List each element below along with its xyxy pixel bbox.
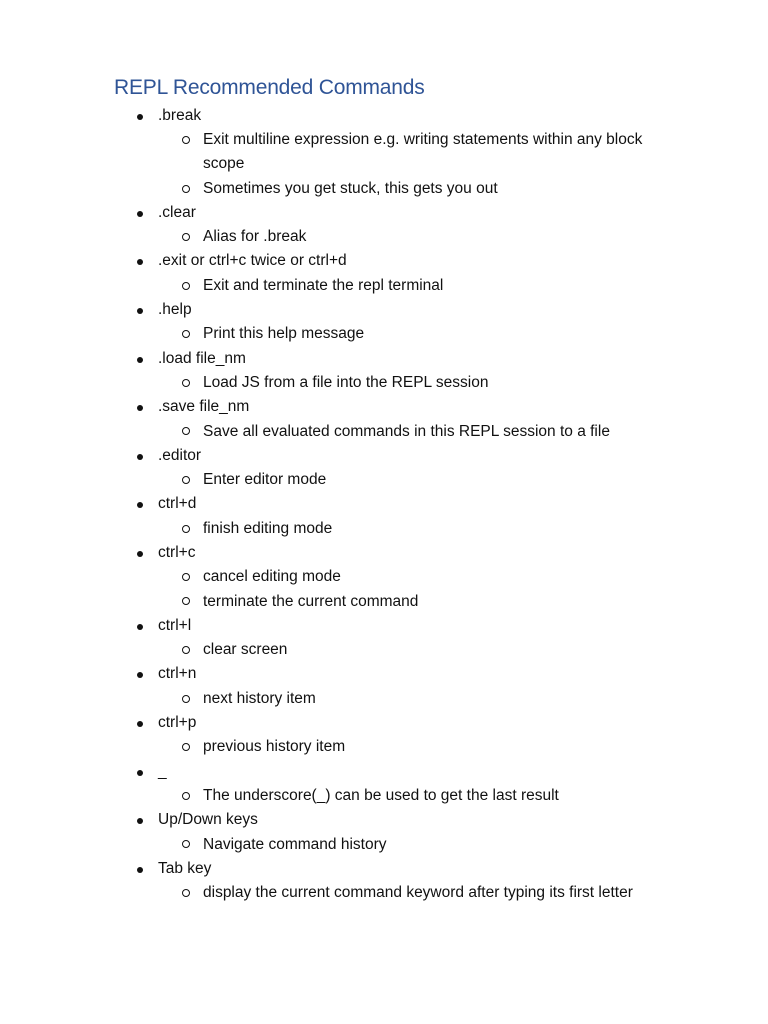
circle-bullet-icon xyxy=(182,597,190,605)
command-label: .clear xyxy=(158,203,196,221)
command-row xyxy=(0,347,768,371)
command-row xyxy=(0,808,768,832)
circle-bullet-icon xyxy=(182,889,190,897)
list-item xyxy=(0,760,768,809)
command-label: ctrl+p xyxy=(158,713,197,731)
sub-item xyxy=(0,177,768,201)
list-item xyxy=(0,201,768,250)
list-item xyxy=(0,395,768,444)
bullet-icon xyxy=(137,721,143,727)
bullet-icon xyxy=(137,624,143,630)
circle-bullet-icon xyxy=(182,743,190,751)
sub-item xyxy=(0,565,768,589)
sub-item xyxy=(0,128,768,176)
circle-bullet-icon xyxy=(182,330,190,338)
sub-item-text: finish editing mode xyxy=(203,519,333,537)
sub-item-text: The underscore(_) can be used to get the last result xyxy=(203,786,559,804)
list-item xyxy=(0,662,768,711)
sub-item xyxy=(0,687,768,711)
sub-item-text: clear screen xyxy=(203,641,288,659)
command-label: .exit or ctrl+c twice or ctrl+d xyxy=(158,252,347,270)
list-item xyxy=(0,249,768,298)
bullet-icon xyxy=(137,867,143,873)
circle-bullet-icon xyxy=(182,525,190,533)
command-label: ctrl+l xyxy=(158,616,192,634)
command-label: ctrl+n xyxy=(158,665,197,683)
command-row xyxy=(0,711,768,735)
command-row xyxy=(0,249,768,273)
command-row xyxy=(0,857,768,881)
sub-item-text: Navigate command history xyxy=(203,835,387,853)
bullet-icon xyxy=(137,259,143,265)
command-list xyxy=(0,104,768,905)
sub-item xyxy=(0,589,768,613)
circle-bullet-icon xyxy=(182,476,190,484)
command-label: .save file_nm xyxy=(158,398,250,416)
command-label: ctrl+d xyxy=(158,495,197,513)
list-item xyxy=(0,614,768,663)
command-label: Up/Down keys xyxy=(158,811,258,829)
bullet-icon xyxy=(137,454,143,460)
command-row xyxy=(0,614,768,638)
sub-item-text: Exit multiline expression e.g. writing statements within any block scope xyxy=(203,131,643,173)
list-item xyxy=(0,541,768,614)
sub-item-text: Alias for .break xyxy=(203,228,307,246)
circle-bullet-icon xyxy=(182,573,190,581)
list-item xyxy=(0,347,768,396)
sub-item-text: Exit and terminate the repl terminal xyxy=(203,276,444,294)
sub-item-text: previous history item xyxy=(203,738,346,756)
circle-bullet-icon xyxy=(182,840,190,848)
page-title: REPL Recommended Commands xyxy=(114,76,425,99)
bullet-icon xyxy=(137,770,143,776)
list-item xyxy=(0,808,768,857)
command-row xyxy=(0,298,768,322)
command-label: Tab key xyxy=(158,859,212,877)
sub-item xyxy=(0,371,768,395)
bullet-icon xyxy=(137,114,143,120)
sub-item xyxy=(0,225,768,249)
circle-bullet-icon xyxy=(182,379,190,387)
bullet-icon xyxy=(137,405,143,411)
bullet-icon xyxy=(137,551,143,557)
command-row xyxy=(0,492,768,516)
circle-bullet-icon xyxy=(182,792,190,800)
command-row xyxy=(0,395,768,419)
circle-bullet-icon xyxy=(182,136,190,144)
circle-bullet-icon xyxy=(182,646,190,654)
sub-item-text: terminate the current command xyxy=(203,592,419,610)
sub-item-text: Enter editor mode xyxy=(203,471,327,489)
sub-item-text: next history item xyxy=(203,689,316,707)
circle-bullet-icon xyxy=(182,282,190,290)
list-item xyxy=(0,104,768,201)
sub-item-text: Save all evaluated commands in this REPL session to a file xyxy=(203,422,610,440)
bullet-icon xyxy=(137,308,143,314)
list-item xyxy=(0,857,768,906)
circle-bullet-icon xyxy=(182,233,190,241)
list-item xyxy=(0,444,768,493)
circle-bullet-icon xyxy=(182,695,190,703)
sub-item xyxy=(0,322,768,346)
command-label: .editor xyxy=(158,446,202,464)
sub-item-text: display the current command keyword after typing its first letter xyxy=(203,884,633,902)
bullet-icon xyxy=(137,211,143,217)
command-row xyxy=(0,444,768,468)
command-row xyxy=(0,201,768,225)
sub-item xyxy=(0,881,768,905)
command-label: ctrl+c xyxy=(158,543,196,561)
sub-item xyxy=(0,784,768,808)
sub-item-text: Load JS from a file into the REPL session xyxy=(203,374,489,392)
bullet-icon xyxy=(137,357,143,363)
bullet-icon xyxy=(137,502,143,508)
sub-item-text: Sometimes you get stuck, this gets you out xyxy=(203,179,498,197)
command-row xyxy=(0,104,768,128)
list-item xyxy=(0,298,768,347)
sub-item xyxy=(0,832,768,856)
sub-item xyxy=(0,638,768,662)
command-label: _ xyxy=(158,762,167,780)
sub-item xyxy=(0,419,768,443)
command-row xyxy=(0,760,768,784)
sub-item xyxy=(0,274,768,298)
sub-item xyxy=(0,468,768,492)
list-item xyxy=(0,492,768,541)
circle-bullet-icon xyxy=(182,427,190,435)
sub-item-text: Print this help message xyxy=(203,325,365,343)
sub-item xyxy=(0,517,768,541)
command-label: .help xyxy=(158,301,192,319)
command-label: .break xyxy=(158,107,202,124)
sub-item-text: cancel editing mode xyxy=(203,568,341,586)
bullet-icon xyxy=(137,818,143,824)
list-item xyxy=(0,711,768,760)
command-label: .load file_nm xyxy=(158,349,246,367)
sub-item xyxy=(0,735,768,759)
circle-bullet-icon xyxy=(182,185,190,193)
bullet-icon xyxy=(137,672,143,678)
command-row xyxy=(0,541,768,565)
command-row xyxy=(0,662,768,686)
